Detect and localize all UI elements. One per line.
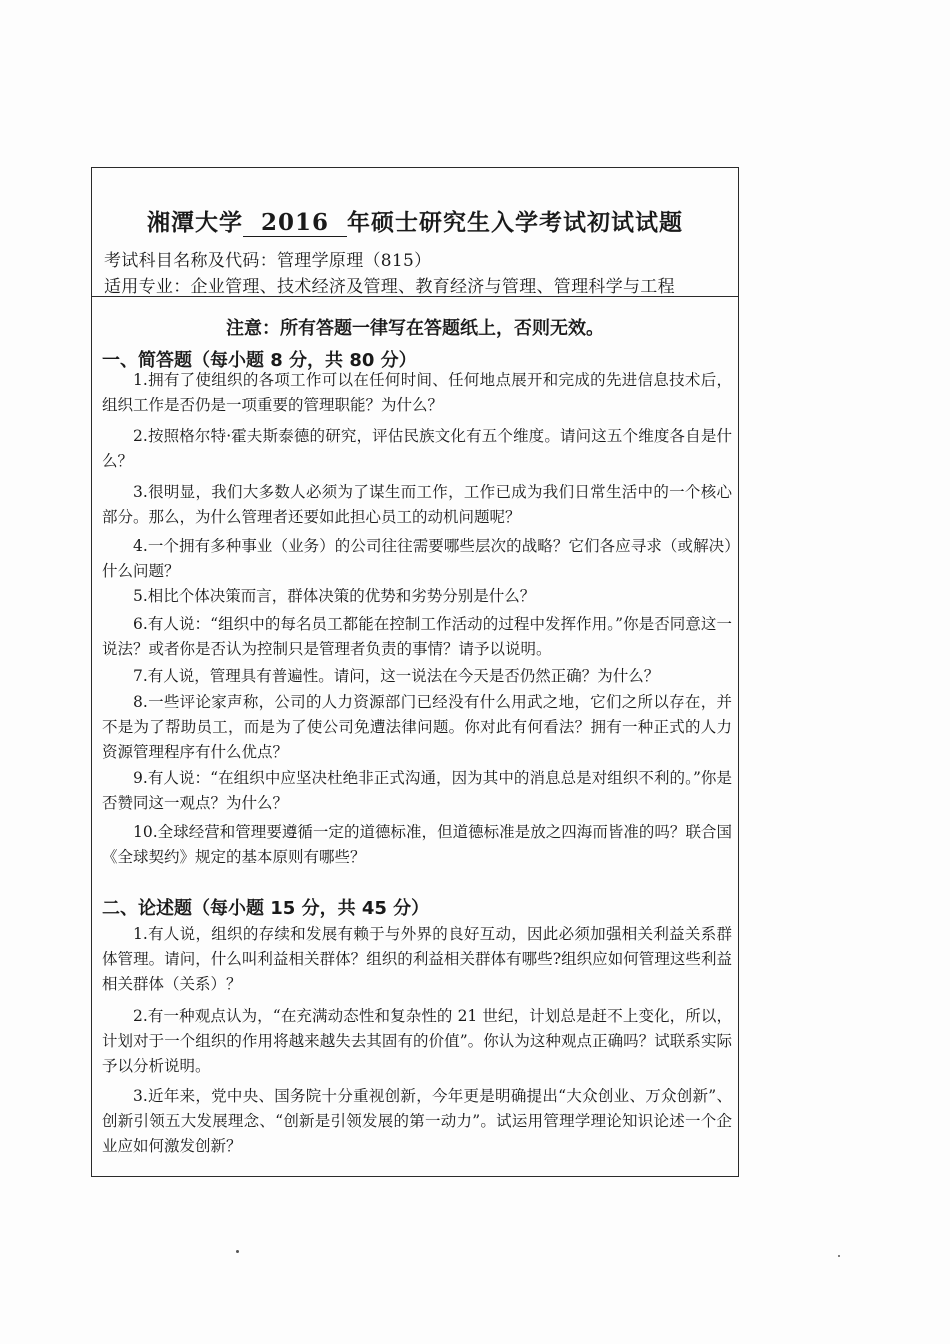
scan-speck xyxy=(236,1250,239,1253)
question-short-4: 4.一个拥有多种事业（业务）的公司往往需要哪些层次的战略？它们各应寻求（或解决）什么问题？ xyxy=(102,537,732,580)
question-essay-3: 3.近年来，党中央、国务院十分重视创新，今年更是明确提出“大众创业、万众创新”、创新引领五大发展理念、“创新是引领发展的第一动力”。试运用管理学理论知识论述一个企业应如何激发创新？ xyxy=(102,1087,732,1155)
title-prefix: 湘潭大学 xyxy=(147,209,243,236)
question-short-1: 1.拥有了使组织的各项工作可以在任何时间、任何地点展开和完成的先进信息技术后，组织工作是否仍是一项重要的管理职能？为什么？ xyxy=(102,371,732,414)
section-1-heading: 一、简答题（每小题 8 分，共 80 分） xyxy=(102,350,417,371)
question-short-2: 2.按照格尔特·霍夫斯泰德的研究，评估民族文化有五个维度。请问这五个维度各自是什么？ xyxy=(102,427,732,470)
subject-line: 考试科目名称及代码：管理学原理（815） xyxy=(104,251,432,271)
exam-paper-frame xyxy=(91,167,739,1177)
question-short-10: 10.全球经营和管理要遵循一定的道德标准，但道德标准是放之四海而皆准的吗？联合国《全球契约》规定的基本原则有哪些？ xyxy=(102,823,732,866)
exam-header xyxy=(92,168,738,297)
question-short-5: 5.相比个体决策而言，群体决策的优势和劣势分别是什么？ xyxy=(133,587,536,605)
scan-speck xyxy=(838,1255,840,1257)
title-suffix: 年硕士研究生入学考试初试试题 xyxy=(347,209,683,236)
major-line: 适用专业：企业管理、技术经济及管理、教育经济与管理、管理科学与工程 xyxy=(104,277,675,297)
question-short-8: 8.一些评论家声称，公司的人力资源部门已经没有什么用武之地，它们之所以存在，并不是为了帮助员工，而是为了使公司免遭法律问题。你对此有何看法？拥有一种正式的人力资源管理程序有什么优点？ xyxy=(102,693,732,761)
question-short-3: 3.很明显，我们大多数人必须为了谋生而工作，工作已成为我们日常生活中的一个核心部分。那么，为什么管理者还要如此担心员工的动机问题呢？ xyxy=(102,483,732,526)
question-essay-2: 2.有一种观点认为，“在充满动态性和复杂性的 21 世纪，计划总是赶不上变化，所以，计划对于一个组织的作用将越来越失去其固有的价值”。你认为这种观点正确吗？试联系实际予以分析说明。 xyxy=(102,1007,732,1075)
exam-title xyxy=(92,204,738,237)
exam-notice: 注意：所有答题一律写在答题纸上，否则无效。 xyxy=(226,318,604,339)
question-essay-1: 1.有人说，组织的存续和发展有赖于与外界的良好互动，因此必须加强相关利益关系群体管理。请问，什么叫利益相关群体？组织的利益相关群体有哪些?组织应如何管理这些利益相关群体（关系）？ xyxy=(102,925,732,993)
question-short-6: 6.有人说：“组织中的每名员工都能在控制工作活动的过程中发挥作用。”你是否同意这一说法？或者你是否认为控制只是管理者负责的事情？请予以说明。 xyxy=(102,615,732,658)
exam-year: 2016 xyxy=(243,210,347,237)
section-2-heading: 二、论述题（每小题 15 分，共 45 分） xyxy=(102,898,430,919)
question-short-7: 7.有人说，管理具有普遍性。请问，这一说法在今天是否仍然正确？为什么？ xyxy=(133,667,660,685)
question-short-9: 9.有人说：“在组织中应坚决杜绝非正式沟通，因为其中的消息总是对组织不利的。”你是否赞同这一观点？为什么？ xyxy=(102,769,732,812)
